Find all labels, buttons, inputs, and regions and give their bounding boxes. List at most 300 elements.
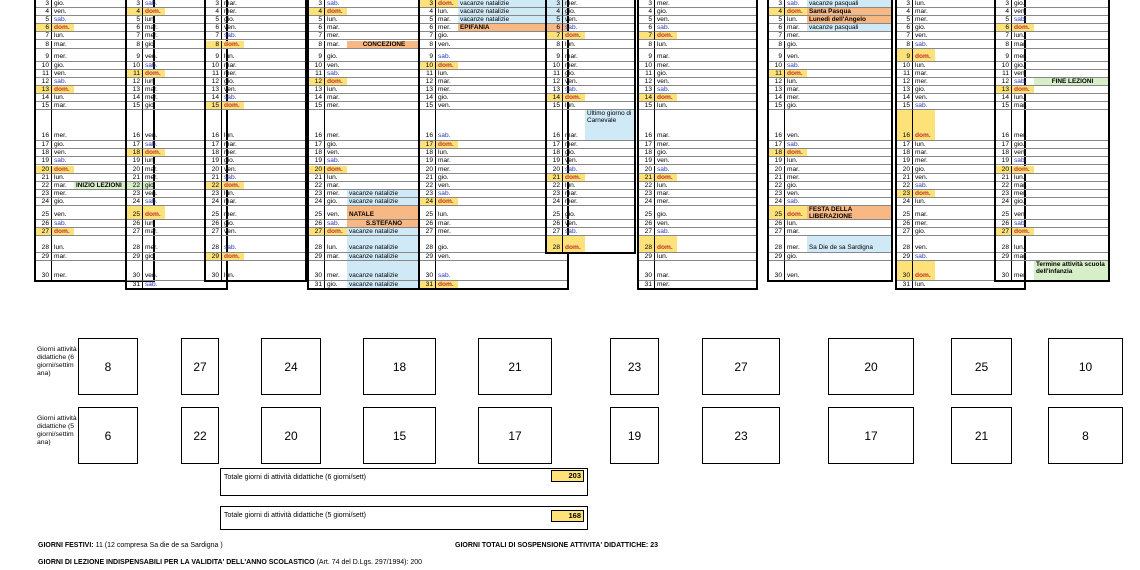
day-number: 22 xyxy=(638,182,655,190)
weekday-label: mar. xyxy=(222,0,244,8)
weekday-label: mar. xyxy=(325,182,347,190)
day-number: 17 xyxy=(638,141,655,149)
day-number: 25 xyxy=(205,206,222,220)
weekday-label: sab. xyxy=(325,157,347,165)
weekday-label: mar. xyxy=(655,110,677,141)
day-number: 23 xyxy=(995,190,1012,198)
day-number: 23 xyxy=(308,190,325,198)
weekday-label: lun. xyxy=(1012,32,1034,40)
weekday-label: lun. xyxy=(436,149,458,157)
day-number: 5 xyxy=(126,16,143,24)
day-number: 22 xyxy=(35,182,52,190)
calendar-event: vacanze pasquali xyxy=(807,0,892,8)
day-number: 28 xyxy=(419,236,436,253)
weekday-label: mer. xyxy=(143,94,165,102)
calendar-event: vacanze natalizie xyxy=(347,228,419,236)
weekday-label: mar. xyxy=(655,190,677,198)
day-number: 11 xyxy=(995,70,1012,78)
day-number: 8 xyxy=(768,41,785,49)
day-number: 28 xyxy=(768,236,785,253)
day-number: 30 xyxy=(638,261,655,281)
calendar-event: Termine attività scuola dell'infanzia xyxy=(1034,261,1109,281)
day-number: 24 xyxy=(638,198,655,206)
weekday-label: lun. xyxy=(655,253,677,261)
weekday-label: lun. xyxy=(913,198,935,206)
day-number: 5 xyxy=(419,16,436,24)
day-number: 4 xyxy=(126,8,143,16)
day-number: 12 xyxy=(419,78,436,86)
weekday-label: sab. xyxy=(143,141,165,149)
weekday-label: sab. xyxy=(143,281,165,289)
weekday-label: dom. xyxy=(655,94,677,102)
day-number: 10 xyxy=(896,62,913,70)
weekday-label: gio. xyxy=(563,206,585,220)
weekday-label: gio. xyxy=(52,141,74,149)
weekday-label: dom. xyxy=(143,8,165,16)
month-frame xyxy=(204,0,307,282)
weekday-label: sab. xyxy=(143,0,165,8)
day-number: 29 xyxy=(995,253,1012,261)
weekday-label: gio. xyxy=(913,86,935,94)
weekday-label: mer. xyxy=(785,32,807,40)
weekday-label: lun. xyxy=(222,49,244,62)
calendar-event: Ultimo giorno di Carnevale xyxy=(585,110,635,141)
weekday-label: sab. xyxy=(52,220,74,228)
day-number: 28 xyxy=(126,236,143,253)
weekday-label: lun. xyxy=(436,206,458,220)
day-number: 29 xyxy=(419,253,436,261)
weekday-label: lun. xyxy=(913,281,935,289)
weekday-label: gio. xyxy=(143,182,165,190)
weekday-label: mar. xyxy=(785,86,807,94)
day-number: 30 xyxy=(995,261,1012,281)
day-number: 18 xyxy=(896,149,913,157)
weekday-label: sab. xyxy=(913,182,935,190)
weekday-label: mer. xyxy=(222,149,244,157)
weekday-label: mer. xyxy=(1012,110,1034,141)
weekday-label: dom. xyxy=(325,78,347,86)
day-number: 20 xyxy=(205,166,222,174)
day-number: 11 xyxy=(768,70,785,78)
day-number: 21 xyxy=(35,174,52,182)
weekday-label: mar. xyxy=(222,141,244,149)
day-number: 14 xyxy=(768,94,785,102)
weekday-label: lun. xyxy=(143,78,165,86)
calendar-event: Santa Pasqua xyxy=(807,8,892,16)
day-number: 11 xyxy=(126,70,143,78)
day-number: 26 xyxy=(35,220,52,228)
weekday-label: dom. xyxy=(325,228,347,236)
day-number: 28 xyxy=(546,236,563,253)
day-number: 24 xyxy=(308,198,325,206)
day-number: 6 xyxy=(126,24,143,32)
weekday-label: lun. xyxy=(436,8,458,16)
weekday-label: ven. xyxy=(913,174,935,182)
day-number: 17 xyxy=(546,141,563,149)
weekday-label: mar. xyxy=(222,198,244,206)
day-number: 17 xyxy=(768,141,785,149)
weekday-label: gio. xyxy=(222,78,244,86)
day-count-box: 24 xyxy=(261,338,321,395)
day-number: 31 xyxy=(126,281,143,289)
calendar-event: vacanze natalizie xyxy=(347,261,419,281)
day-count-box: 23 xyxy=(702,407,780,464)
month-frame xyxy=(994,0,1110,282)
day-number: 17 xyxy=(205,141,222,149)
weekday-label: ven. xyxy=(1012,8,1034,16)
weekday-label: ven. xyxy=(655,78,677,86)
weekday-label: lun. xyxy=(913,141,935,149)
day-number: 21 xyxy=(205,174,222,182)
day-number: 14 xyxy=(638,94,655,102)
day-number: 11 xyxy=(546,70,563,78)
day-count-box: 25 xyxy=(951,338,1012,395)
day-number: 16 xyxy=(896,110,913,141)
weekday-label: mar. xyxy=(1012,182,1034,190)
day-number: 13 xyxy=(995,86,1012,94)
weekday-label: mar. xyxy=(655,49,677,62)
weekday-label: dom. xyxy=(785,206,807,220)
day-number: 7 xyxy=(35,32,52,40)
day-number: 21 xyxy=(126,174,143,182)
indispensabili-value: (Art. 74 del D.Lgs. 297/1994): 200 xyxy=(316,559,423,566)
day-number: 19 xyxy=(126,157,143,165)
day-number: 20 xyxy=(35,166,52,174)
day-number: 23 xyxy=(768,190,785,198)
weekday-label: dom. xyxy=(913,190,935,198)
weekday-label: mer. xyxy=(563,198,585,206)
weekday-label: sab. xyxy=(563,24,585,32)
day-number: 11 xyxy=(419,70,436,78)
day-number: 21 xyxy=(546,174,563,182)
weekday-label: ven. xyxy=(52,206,74,220)
weekday-label: ven. xyxy=(1012,206,1034,220)
day-number: 21 xyxy=(995,174,1012,182)
day-number: 22 xyxy=(419,182,436,190)
weekday-label: ven. xyxy=(143,49,165,62)
day-number: 6 xyxy=(896,24,913,32)
day-number: 17 xyxy=(126,141,143,149)
weekday-label: mer. xyxy=(785,236,807,253)
day-number: 13 xyxy=(896,86,913,94)
weekday-label: ven. xyxy=(785,261,807,281)
day-number: 3 xyxy=(308,0,325,8)
day-number: 21 xyxy=(308,174,325,182)
day-number: 3 xyxy=(896,0,913,8)
weekday-label: dom. xyxy=(563,94,585,102)
day-number: 23 xyxy=(546,190,563,198)
day-number: 9 xyxy=(35,49,52,62)
day-number: 8 xyxy=(546,41,563,49)
calendar-event: S.STEFANO xyxy=(347,220,419,228)
weekday-label: mar. xyxy=(785,166,807,174)
day-number: 3 xyxy=(419,0,436,8)
day-number: 27 xyxy=(419,228,436,236)
calendar-event: vacanze natalizie xyxy=(347,190,419,198)
day-number: 13 xyxy=(35,86,52,94)
day-number: 13 xyxy=(638,86,655,94)
day-number: 10 xyxy=(419,62,436,70)
day-count-box: 8 xyxy=(1048,407,1123,464)
day-number: 24 xyxy=(205,198,222,206)
calendar-event: Lunedì dell'Angelo xyxy=(807,16,892,24)
weekday-label: dom. xyxy=(1012,86,1034,94)
day-number: 29 xyxy=(638,253,655,261)
day-number: 20 xyxy=(768,166,785,174)
day-number: 6 xyxy=(768,24,785,32)
row-label-5-days: Giorni attività didattiche (5 giorni/settim ana) xyxy=(37,415,77,446)
weekday-label: ven. xyxy=(325,149,347,157)
weekday-label: dom. xyxy=(436,281,458,289)
day-number: 11 xyxy=(35,70,52,78)
calendar-event: vacanze natalizie xyxy=(347,253,419,261)
weekday-label: mar. xyxy=(325,253,347,261)
day-number: 22 xyxy=(995,182,1012,190)
weekday-label: dom. xyxy=(52,166,74,174)
day-number: 30 xyxy=(768,261,785,281)
weekday-label: gio. xyxy=(436,236,458,253)
sospensione-line xyxy=(455,542,658,549)
day-number: 9 xyxy=(546,49,563,62)
weekday-label: mar. xyxy=(436,157,458,165)
day-count-box: 19 xyxy=(610,407,659,464)
weekday-label: mar. xyxy=(325,41,347,49)
day-number: 10 xyxy=(308,62,325,70)
day-number: 15 xyxy=(995,102,1012,110)
day-number: 4 xyxy=(638,8,655,16)
weekday-label: lun. xyxy=(785,220,807,228)
day-number: 3 xyxy=(995,0,1012,8)
weekday-label: dom. xyxy=(913,261,935,281)
weekday-label: mer. xyxy=(913,16,935,24)
weekday-label: mer. xyxy=(563,62,585,70)
weekday-label: dom. xyxy=(655,236,677,253)
weekday-label: ven. xyxy=(563,78,585,86)
weekday-label: lun. xyxy=(655,102,677,110)
weekday-label: sab. xyxy=(52,157,74,165)
day-number: 29 xyxy=(205,253,222,261)
weekday-label: mer. xyxy=(325,102,347,110)
weekday-label: dom. xyxy=(436,198,458,206)
weekday-label: ven. xyxy=(1012,70,1034,78)
day-number: 12 xyxy=(768,78,785,86)
day-number: 3 xyxy=(638,0,655,8)
day-number: 21 xyxy=(638,174,655,182)
total-six-days-box xyxy=(220,468,588,496)
weekday-label: mar. xyxy=(52,253,74,261)
day-number: 25 xyxy=(35,206,52,220)
total-five-days-value: 168 xyxy=(551,510,584,522)
weekday-label: mer. xyxy=(222,70,244,78)
weekday-label: dom. xyxy=(325,8,347,16)
weekday-label: ven. xyxy=(52,8,74,16)
weekday-label: gio. xyxy=(1012,198,1034,206)
day-number: 12 xyxy=(126,78,143,86)
weekday-label: dom. xyxy=(563,174,585,182)
day-number: 4 xyxy=(995,8,1012,16)
day-number: 23 xyxy=(35,190,52,198)
day-number: 7 xyxy=(419,32,436,40)
day-number: 20 xyxy=(896,166,913,174)
calendar-event: vacanze natalizie xyxy=(458,0,568,8)
weekday-label: lun. xyxy=(1012,174,1034,182)
day-number: 26 xyxy=(205,220,222,228)
day-number: 16 xyxy=(308,110,325,141)
calendar-event: INIZIO LEZIONI xyxy=(74,182,154,190)
weekday-label: lun. xyxy=(436,70,458,78)
day-number: 18 xyxy=(205,149,222,157)
weekday-label: gio. xyxy=(143,253,165,261)
weekday-label: mar. xyxy=(143,86,165,94)
weekday-label: sab. xyxy=(143,198,165,206)
festivi-line xyxy=(38,542,223,549)
weekday-label: mer. xyxy=(52,49,74,62)
weekday-label: gio. xyxy=(1012,141,1034,149)
day-count-box: 21 xyxy=(951,407,1012,464)
day-count-box: 15 xyxy=(363,407,436,464)
weekday-label: ven. xyxy=(1012,149,1034,157)
day-number: 15 xyxy=(308,102,325,110)
day-number: 20 xyxy=(419,166,436,174)
weekday-label: lun. xyxy=(655,41,677,49)
weekday-label: gio. xyxy=(655,206,677,220)
day-number: 25 xyxy=(126,206,143,220)
weekday-label: gio. xyxy=(222,16,244,24)
day-number: 7 xyxy=(896,32,913,40)
day-number: 29 xyxy=(308,253,325,261)
day-number: 3 xyxy=(126,0,143,8)
calendar-event: FINE LEZIONI xyxy=(1034,78,1109,86)
day-number: 26 xyxy=(308,220,325,228)
weekday-label: mer. xyxy=(52,261,74,281)
day-number: 5 xyxy=(638,16,655,24)
weekday-label: gio. xyxy=(52,62,74,70)
day-number: 24 xyxy=(126,198,143,206)
weekday-label: sab. xyxy=(655,228,677,236)
day-count-box: 10 xyxy=(1048,338,1123,395)
day-number: 21 xyxy=(896,174,913,182)
weekday-label: sab. xyxy=(222,32,244,40)
day-number: 13 xyxy=(205,86,222,94)
day-number: 26 xyxy=(126,220,143,228)
day-number: 24 xyxy=(35,198,52,206)
weekday-label: dom. xyxy=(222,253,244,261)
day-number: 19 xyxy=(205,157,222,165)
weekday-label: mer. xyxy=(222,8,244,16)
weekday-label: sab. xyxy=(222,94,244,102)
day-number: 16 xyxy=(995,110,1012,141)
weekday-label: dom. xyxy=(222,182,244,190)
weekday-label: mer. xyxy=(655,0,677,8)
day-number: 14 xyxy=(995,94,1012,102)
day-number: 10 xyxy=(35,62,52,70)
day-count-box: 18 xyxy=(363,338,436,395)
day-number: 20 xyxy=(308,166,325,174)
day-number: 28 xyxy=(896,236,913,253)
day-number: 13 xyxy=(308,86,325,94)
weekday-label: mer. xyxy=(913,157,935,165)
day-number: 16 xyxy=(638,110,655,141)
weekday-label: lun. xyxy=(785,78,807,86)
day-number: 19 xyxy=(419,157,436,165)
weekday-label: mer. xyxy=(325,190,347,198)
day-number: 22 xyxy=(546,182,563,190)
weekday-label: mar. xyxy=(1012,102,1034,110)
day-number: 7 xyxy=(126,32,143,40)
weekday-label: dom. xyxy=(436,62,458,70)
day-number: 19 xyxy=(308,157,325,165)
weekday-label: mar. xyxy=(325,94,347,102)
day-number: 23 xyxy=(896,190,913,198)
weekday-label: mar. xyxy=(143,166,165,174)
day-number: 25 xyxy=(546,206,563,220)
day-number: 26 xyxy=(768,220,785,228)
day-number: 30 xyxy=(308,261,325,281)
day-number: 3 xyxy=(35,0,52,8)
weekday-label: dom. xyxy=(913,49,935,62)
weekday-label: mer. xyxy=(436,24,458,32)
total-five-days-box xyxy=(220,506,588,530)
weekday-label: mar. xyxy=(913,70,935,78)
day-number: 27 xyxy=(768,228,785,236)
day-number: 14 xyxy=(308,94,325,102)
day-count-box: 21 xyxy=(478,338,552,395)
weekday-label: mar. xyxy=(785,24,807,32)
weekday-label: mer. xyxy=(913,220,935,228)
day-number: 19 xyxy=(768,157,785,165)
weekday-label: sab. xyxy=(785,62,807,70)
weekday-label: ven. xyxy=(785,190,807,198)
weekday-label: dom. xyxy=(436,141,458,149)
weekday-label: ven. xyxy=(436,41,458,49)
weekday-label: ven. xyxy=(222,86,244,94)
day-number: 17 xyxy=(995,141,1012,149)
weekday-label: lun. xyxy=(913,0,935,8)
weekday-label: mer. xyxy=(563,141,585,149)
calendar-event: CONCEZIONE xyxy=(347,41,419,49)
month-frame xyxy=(767,0,893,282)
weekday-label: dom. xyxy=(52,86,74,94)
weekday-label: dom. xyxy=(325,166,347,174)
day-number: 28 xyxy=(35,236,52,253)
day-number: 26 xyxy=(896,220,913,228)
month-frame xyxy=(545,0,636,254)
weekday-label: sab. xyxy=(436,190,458,198)
day-number: 24 xyxy=(419,198,436,206)
weekday-label: mer. xyxy=(785,174,807,182)
weekday-label: dom. xyxy=(563,236,585,253)
day-number: 8 xyxy=(205,41,222,49)
day-number: 21 xyxy=(768,174,785,182)
weekday-label: dom. xyxy=(655,32,677,40)
festivi-label: GIORNI FESTIVI: xyxy=(38,542,94,549)
weekday-label: mar. xyxy=(563,190,585,198)
day-number: 23 xyxy=(638,190,655,198)
day-number: 4 xyxy=(419,8,436,16)
weekday-label: gio. xyxy=(1012,0,1034,8)
day-number: 10 xyxy=(546,62,563,70)
weekday-label: gio. xyxy=(563,149,585,157)
weekday-label: mar. xyxy=(1012,253,1034,261)
weekday-label: sab. xyxy=(52,16,74,24)
day-number: 29 xyxy=(126,253,143,261)
weekday-label: lun. xyxy=(52,236,74,253)
weekday-label: lun. xyxy=(222,110,244,141)
weekday-label: mar. xyxy=(913,8,935,16)
day-number: 18 xyxy=(768,149,785,157)
weekday-label: sab. xyxy=(1012,220,1034,228)
day-number: 18 xyxy=(126,149,143,157)
